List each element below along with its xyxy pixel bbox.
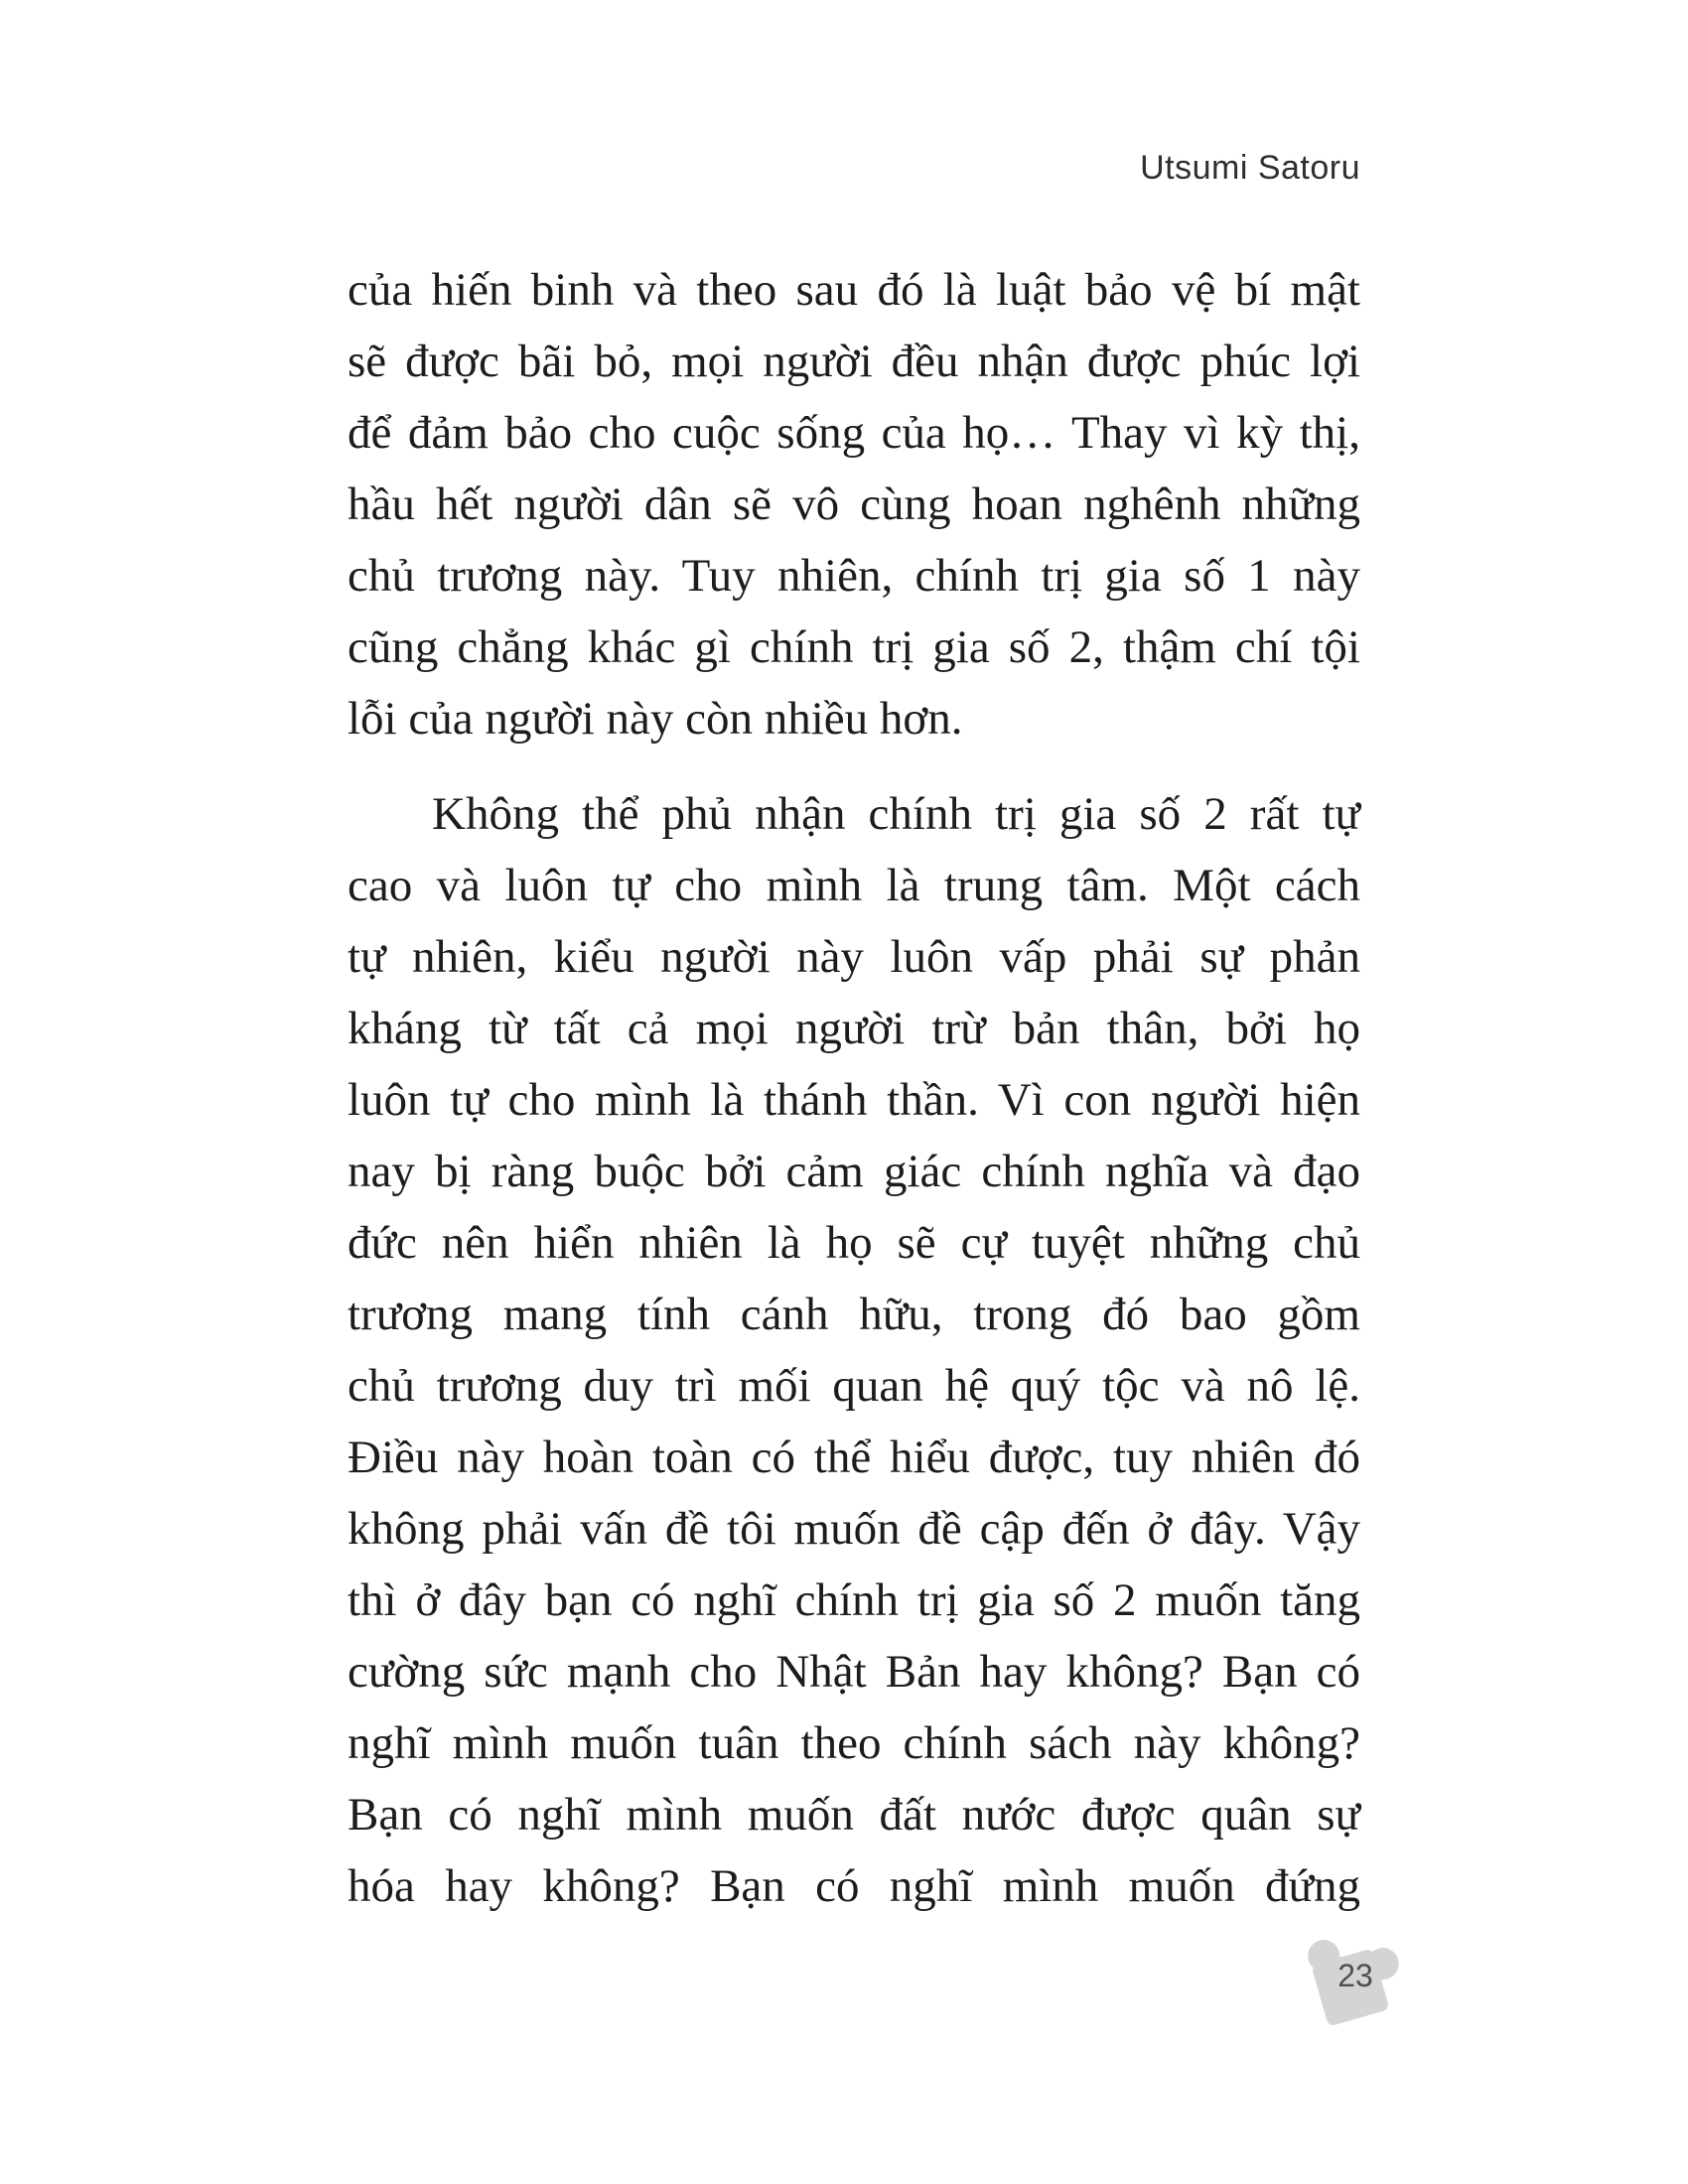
- paragraph-1: [348, 254, 1360, 754]
- text-line: luôn tự cho mình là thánh thần. Vì con người hiện: [348, 1074, 1360, 1126]
- text-line: nghĩ mình muốn tuân theo chính sách này không?: [348, 1717, 1360, 1769]
- text-line: hóa hay không? Bạn có nghĩ mình muốn đứng: [348, 1860, 1360, 1912]
- text-line: Không thể phủ nhận chính trị gia số 2 rất tự: [432, 788, 1360, 840]
- text-line: để đảm bảo cho cuộc sống của họ… Thay vì kỳ thị,: [348, 407, 1360, 459]
- running-header-author: Utsumi Satoru: [1140, 149, 1360, 187]
- text-line: đức nên hiển nhiên là họ sẽ cự tuyệt những chủ: [348, 1217, 1360, 1269]
- text-line: chủ trương này. Tuy nhiên, chính trị gia số 1 này: [348, 550, 1360, 602]
- text-line: kháng từ tất cả mọi người trừ bản thân, bởi họ: [348, 1003, 1360, 1054]
- text-line: nay bị ràng buộc bởi cảm giác chính nghĩa và đạo: [348, 1146, 1360, 1197]
- text-line: cao và luôn tự cho mình là trung tâm. Một cách: [348, 860, 1360, 911]
- body-text: [348, 254, 1360, 1922]
- text-line: hầu hết người dân sẽ vô cùng hoan nghênh những: [348, 478, 1360, 530]
- page-number: 23: [1337, 1958, 1373, 1993]
- page-footer: [1281, 1916, 1420, 2055]
- text-line: cũng chẳng khác gì chính trị gia số 2, thậm chí tội: [348, 621, 1360, 673]
- text-line: trương mang tính cánh hữu, trong đó bao gồm: [348, 1289, 1360, 1340]
- text-line: cường sức mạnh cho Nhật Bản hay không? Bạn có: [348, 1646, 1360, 1698]
- text-line: Điều này hoàn toàn có thể hiểu được, tuy nhiên đó: [348, 1432, 1360, 1483]
- text-line: thì ở đây bạn có nghĩ chính trị gia số 2 muốn tăng: [348, 1574, 1360, 1626]
- text-line: lỗi của người này còn nhiều hơn.: [348, 693, 963, 745]
- paragraph-2: [348, 778, 1360, 1922]
- text-line: của hiến binh và theo sau đó là luật bảo vệ bí mật: [348, 264, 1360, 316]
- text-line: Bạn có nghĩ mình muốn đất nước được quân sự: [348, 1789, 1360, 1841]
- text-line: tự nhiên, kiểu người này luôn vấp phải sự phản: [348, 931, 1360, 983]
- text-line: chủ trương duy trì mối quan hệ quý tộc và nô lệ.: [348, 1360, 1360, 1412]
- text-line: không phải vấn đề tôi muốn đề cập đến ở đây. Vậy: [348, 1503, 1360, 1555]
- text-line: sẽ được bãi bỏ, mọi người đều nhận được phúc lợi: [348, 336, 1360, 387]
